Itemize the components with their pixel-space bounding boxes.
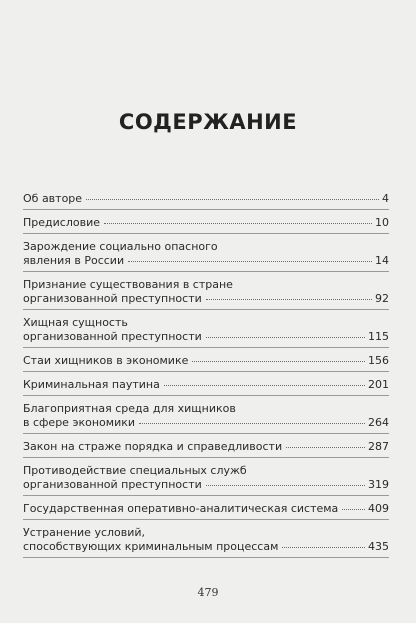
page-title: СОДЕРЖАНИЕ	[118, 110, 298, 134]
toc-entry-page: 4	[382, 192, 389, 205]
toc-entry-page: 319	[368, 478, 389, 491]
entry-divider	[23, 347, 389, 348]
toc-entry	[23, 526, 389, 558]
toc-entry-title: Государственная оперативно-аналитическая система	[23, 502, 339, 515]
dot-leader	[164, 385, 365, 386]
toc-entry-page: 435	[368, 540, 389, 553]
dot-leader	[342, 509, 365, 510]
entry-divider	[23, 309, 389, 310]
toc-entry	[23, 354, 389, 372]
entry-divider	[23, 433, 389, 434]
table-of-contents	[23, 192, 389, 564]
toc-entry-title: Закон на страже порядка и справедливости	[23, 440, 283, 453]
toc-entry-title: Устранение условий,	[23, 526, 146, 539]
toc-entry-page: 156	[368, 354, 389, 367]
toc-entry-page: 10	[375, 216, 389, 229]
entry-divider	[23, 519, 389, 520]
toc-entry-page: 409	[368, 502, 389, 515]
entry-divider	[23, 271, 389, 272]
toc-entry	[23, 316, 389, 348]
toc-entry-title: организованной преступности	[23, 478, 202, 491]
dot-leader	[206, 337, 365, 338]
toc-entry-page: 14	[375, 254, 389, 267]
toc-entry	[23, 278, 389, 310]
toc-entry-title: Противодействие специальных служб	[23, 464, 247, 477]
entry-divider	[23, 457, 389, 458]
toc-entry-title: организованной преступности	[23, 292, 202, 305]
toc-entry-title: Благоприятная среда для хищников	[23, 402, 236, 415]
dot-leader	[206, 485, 365, 486]
toc-entry-title: Криминальная паутина	[23, 378, 160, 391]
toc-entry-title: Предисловие	[23, 216, 100, 229]
page-number: 479	[197, 586, 219, 599]
dot-leader	[86, 199, 379, 200]
toc-entry-page: 92	[375, 292, 389, 305]
toc-entry-page: 264	[368, 416, 389, 429]
entry-divider	[23, 371, 389, 372]
toc-entry	[23, 378, 389, 396]
dot-leader	[139, 423, 365, 424]
toc-entry-title: способствующих криминальным процессам	[23, 540, 279, 553]
toc-entry	[23, 402, 389, 434]
entry-divider	[23, 557, 389, 558]
toc-entry	[23, 216, 389, 234]
toc-entry-title: в сфере экономики	[23, 416, 136, 429]
toc-entry	[23, 502, 389, 520]
entry-divider	[23, 395, 389, 396]
toc-entry	[23, 440, 389, 458]
toc-entry-title: Зарождение социально опасного	[23, 240, 218, 253]
toc-entry-page: 115	[368, 330, 389, 343]
dot-leader	[282, 547, 365, 548]
toc-entry	[23, 192, 389, 210]
toc-entry-title: Об авторе	[23, 192, 83, 205]
entry-divider	[23, 233, 389, 234]
dot-leader	[286, 447, 365, 448]
dot-leader	[192, 361, 365, 362]
toc-entry-page: 287	[368, 440, 389, 453]
toc-entry-page: 201	[368, 378, 389, 391]
toc-entry-title: Признание существования в стране	[23, 278, 233, 291]
toc-entry	[23, 240, 389, 272]
dot-leader	[206, 299, 372, 300]
dot-leader	[128, 261, 372, 262]
toc-entry-title: явления в России	[23, 254, 125, 267]
toc-entry-title: организованной преступности	[23, 330, 202, 343]
toc-entry	[23, 464, 389, 496]
entry-divider	[23, 495, 389, 496]
toc-entry-title: Стаи хищников в экономике	[23, 354, 189, 367]
entry-divider	[23, 209, 389, 210]
dot-leader	[104, 223, 372, 224]
toc-entry-title: Хищная сущность	[23, 316, 128, 329]
